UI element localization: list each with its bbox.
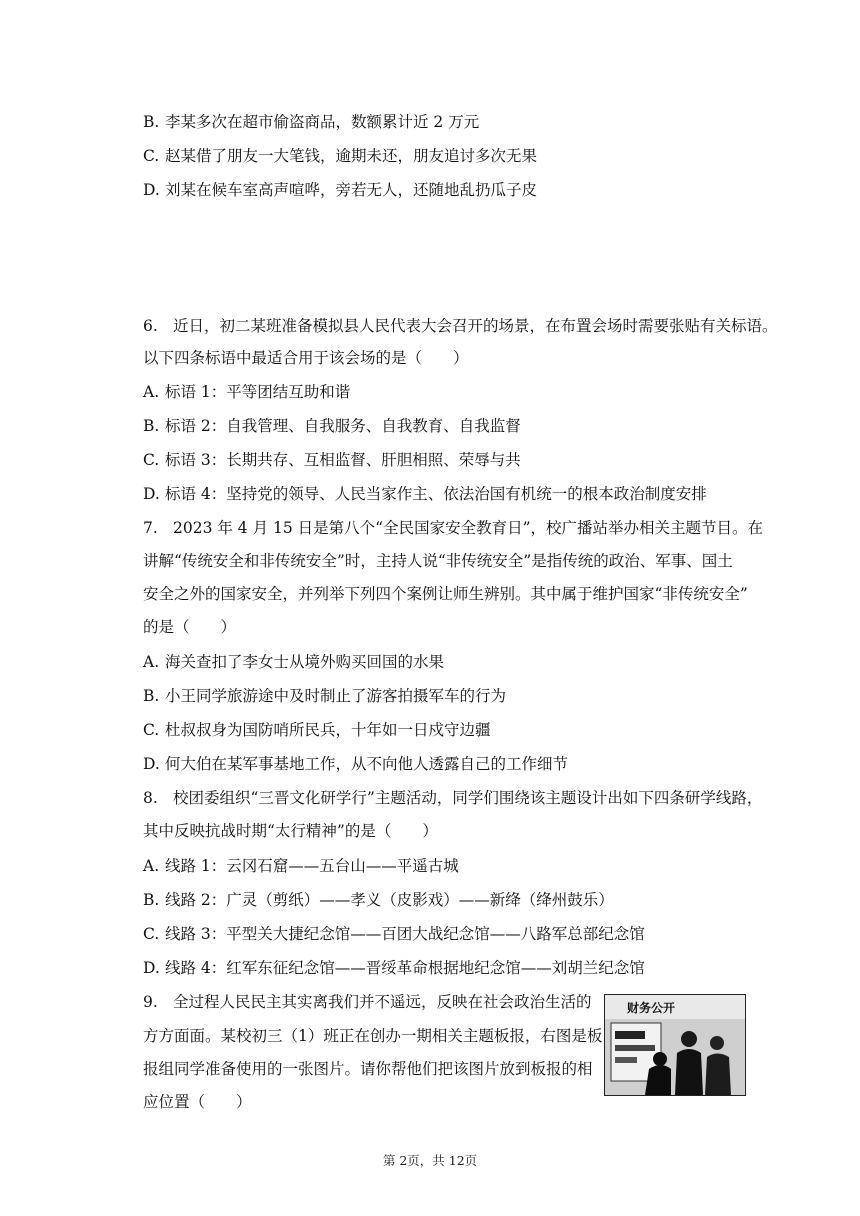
question-6-stem xyxy=(143,316,778,336)
question-7-stem-cont: 安全之外的国家安全，并列举下列四个案例让师生辨别。其中属于维护国家“非传统安全” xyxy=(143,585,748,603)
option-b xyxy=(143,112,479,132)
q7-option-a xyxy=(143,652,444,672)
option-text: 何大伯在某军事基地工作，从不向他人透露自己的工作细节 xyxy=(165,755,569,773)
option-text: 小王同学旅游途中及时制止了游客拍摄军车的行为 xyxy=(165,687,507,705)
option-label: B. xyxy=(143,891,160,909)
question-7-stem-cont: 的是（ ） xyxy=(143,618,237,636)
question-number: 9. xyxy=(143,993,158,1011)
question-text: 2023 年 4 月 15 日是第八个“全民国家安全教育日”，校广播站举办相关主题节目。在 xyxy=(173,519,764,537)
q8-option-a xyxy=(143,856,459,876)
option-c xyxy=(143,146,537,166)
option-text: 标语 3：长期共存、互相监督、肝胆相照、荣辱与共 xyxy=(165,451,521,469)
q6-option-d xyxy=(143,484,707,504)
option-label: D. xyxy=(143,485,160,503)
question-number: 7. xyxy=(143,519,158,537)
q8-option-d xyxy=(143,958,645,978)
question-6-stem-cont: 以下四条标语中最适合用于该会场的是（ ） xyxy=(143,349,469,367)
option-text: 标语 2：自我管理、自我服务、自我教育、自我监督 xyxy=(165,417,521,435)
option-label: A. xyxy=(143,857,160,875)
option-text: 标语 4：坚持党的领导、人民当家作主、依法治国有机统一的根本政治制度安排 xyxy=(165,485,707,503)
q8-option-c xyxy=(143,924,645,944)
q7-option-c xyxy=(143,720,491,740)
option-text: 线路 4：红军东征纪念馆——晋绥革命根据地纪念馆——刘胡兰纪念馆 xyxy=(165,959,645,977)
question-7-stem xyxy=(143,518,763,538)
question-9-stem-cont: 方方面面。某校初三（1）班正在创办一期相关主题板报，右图是板 xyxy=(143,1027,603,1045)
q6-option-c xyxy=(143,450,521,470)
question-9-stem xyxy=(143,992,592,1012)
option-label: D. xyxy=(143,755,160,773)
q7-option-d xyxy=(143,754,568,774)
question-8-stem-cont: 其中反映抗战时期“太行精神”的是（ ） xyxy=(143,822,438,840)
option-label: D. xyxy=(143,181,160,199)
q6-option-b xyxy=(143,416,521,436)
option-label: B. xyxy=(143,113,160,131)
question-7-stem-cont: 讲解“传统安全和非传统安全”时，主持人说“非传统安全”是指传统的政治、军事、国土 xyxy=(143,552,733,570)
question-9-photo xyxy=(604,994,746,1096)
photo-sign-text: 财务公开 xyxy=(627,1001,676,1015)
option-label: B. xyxy=(143,687,160,705)
question-number: 8. xyxy=(143,789,158,807)
option-label: A. xyxy=(143,653,160,671)
option-text: 李某多次在超市偷盗商品，数额累计近 2 万元 xyxy=(165,113,480,131)
question-text: 全过程人民民主其实离我们并不遥远，反映在社会政治生活的 xyxy=(173,993,592,1011)
option-d xyxy=(143,180,537,200)
option-label: C. xyxy=(143,925,160,943)
option-text: 海关查扣了李女士从境外购买回国的水果 xyxy=(165,653,445,671)
question-9-stem-cont: 应位置（ ） xyxy=(143,1093,252,1111)
q6-option-a xyxy=(143,382,350,402)
option-label: D. xyxy=(143,959,160,977)
question-text: 校团委组织“三晋文化研学行”主题活动，同学们围绕该主题设计出如下四条研学线路， xyxy=(173,789,763,807)
question-9-stem-cont: 报组同学准备使用的一张图片。请你帮他们把该图片放到板报的相 xyxy=(143,1060,593,1078)
option-text: 刘某在候车室高声喧哗，旁若无人，还随地乱扔瓜子皮 xyxy=(165,181,538,199)
option-text: 标语 1：平等团结互助和谐 xyxy=(165,383,351,401)
question-8-stem xyxy=(143,788,762,808)
option-text: 赵某借了朋友一大笔钱，逾期未还，朋友追讨多次无果 xyxy=(165,147,538,165)
option-text: 线路 2：广灵（剪纸）——孝义（皮影戏）——新绛（绛州鼓乐） xyxy=(165,891,614,909)
option-text: 线路 3：平型关大捷纪念馆——百团大战纪念馆——八路军总部纪念馆 xyxy=(165,925,645,943)
option-label: C. xyxy=(143,721,160,739)
question-text: 近日，初二某班准备模拟县人民代表大会召开的场景，在布置会场时需要张贴有关标语。 xyxy=(173,317,778,335)
option-label: C. xyxy=(143,451,160,469)
option-label: A. xyxy=(143,383,160,401)
page-footer: 第 2页，共 12页 xyxy=(382,1153,478,1168)
question-number: 6. xyxy=(143,317,158,335)
q8-option-b xyxy=(143,890,614,910)
option-text: 杜叔叔身为国防哨所民兵，十年如一日戍守边疆 xyxy=(165,721,491,739)
option-text: 线路 1：云冈石窟——五台山——平遥古城 xyxy=(165,857,459,875)
option-label: C. xyxy=(143,147,160,165)
q7-option-b xyxy=(143,686,506,706)
option-label: B. xyxy=(143,417,160,435)
photo-illustration xyxy=(605,995,745,1095)
